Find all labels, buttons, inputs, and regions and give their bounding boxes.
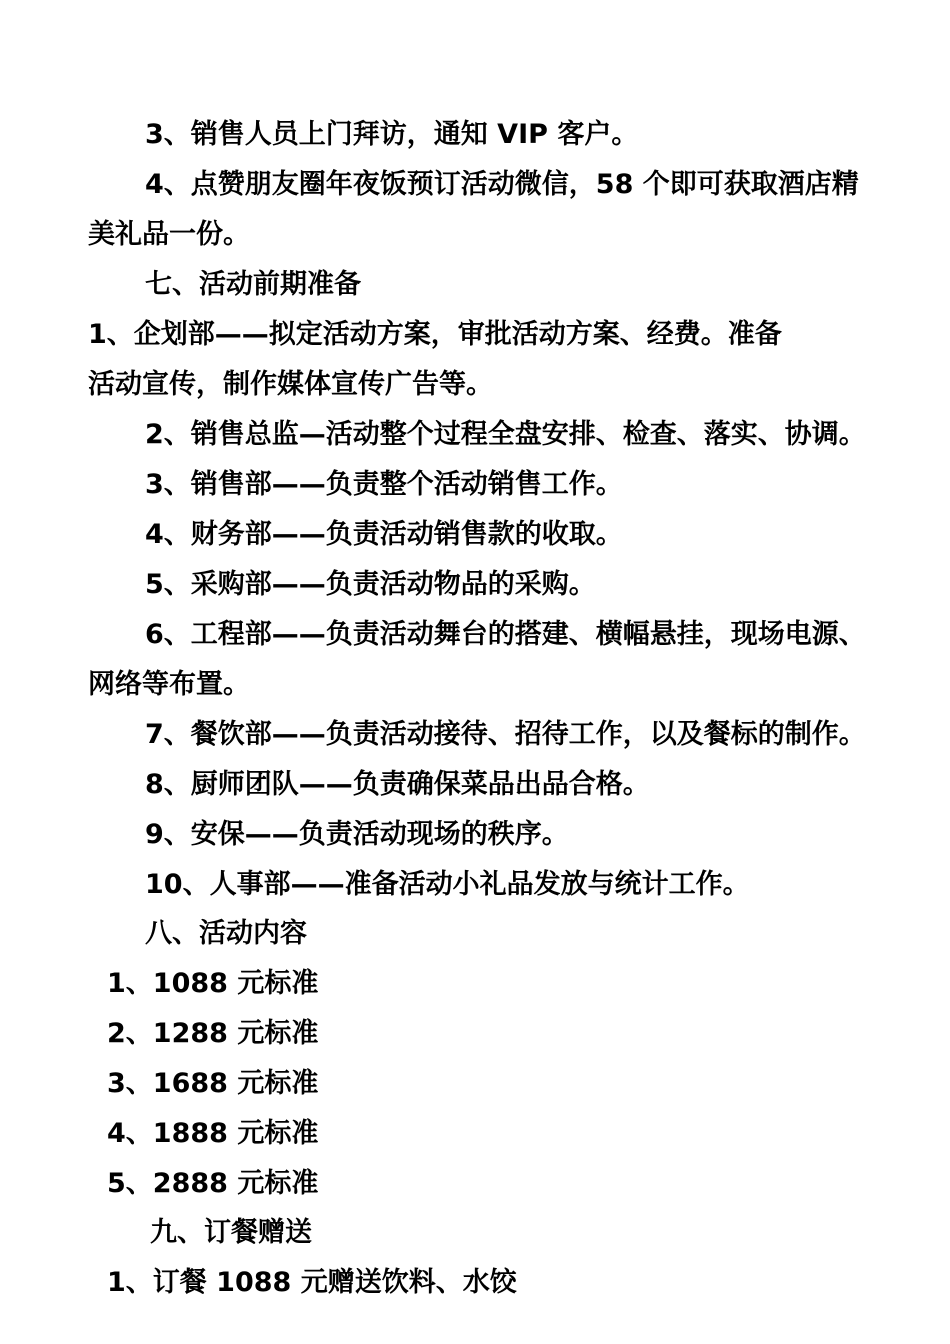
list-item: 1、1088 元标准 [107, 968, 319, 999]
text-line: 4、财务部——负责活动销售款的收取。 [145, 519, 623, 550]
list-item: 3、1688 元标准 [107, 1068, 319, 1099]
list-item: 4、1888 元标准 [107, 1118, 319, 1149]
text-line: 1、企划部——拟定活动方案，审批活动方案、经费。准备 [88, 319, 782, 350]
text-line: 美礼品一份。 [88, 219, 250, 250]
text-line: 网络等布置。 [88, 669, 250, 700]
section-heading: 九、订餐赠送 [150, 1217, 312, 1248]
section-heading: 七、活动前期准备 [145, 269, 361, 300]
text-line: 8、厨师团队——负责确保菜品出品合格。 [145, 769, 650, 800]
text-line: 9、安保——负责活动现场的秩序。 [145, 819, 569, 850]
list-item: 1、订餐 1088 元赠送饮料、水饺 [107, 1267, 517, 1298]
list-item: 2、1288 元标准 [107, 1018, 319, 1049]
text-line: 6、工程部——负责活动舞台的搭建、横幅悬挂，现场电源、 [145, 619, 866, 650]
text-line: 5、采购部——负责活动物品的采购。 [145, 569, 596, 600]
text-line: 7、餐饮部——负责活动接待、招待工作，以及餐标的制作。 [145, 719, 866, 750]
text-line: 3、销售部——负责整个活动销售工作。 [145, 469, 623, 500]
text-line: 2、销售总监—活动整个过程全盘安排、检查、落实、协调。 [145, 419, 866, 450]
text-line: 4、点赞朋友圈年夜饭预订活动微信，58 个即可获取酒店精 [145, 169, 859, 200]
text-line: 活动宣传，制作媒体宣传广告等。 [88, 369, 493, 400]
text-line: 10、人事部——准备活动小礼品发放与统计工作。 [145, 869, 750, 900]
section-heading: 八、活动内容 [145, 918, 307, 949]
text-line: 3、销售人员上门拜访，通知 VIP 客户。 [145, 119, 639, 150]
list-item: 5、2888 元标准 [107, 1168, 319, 1199]
